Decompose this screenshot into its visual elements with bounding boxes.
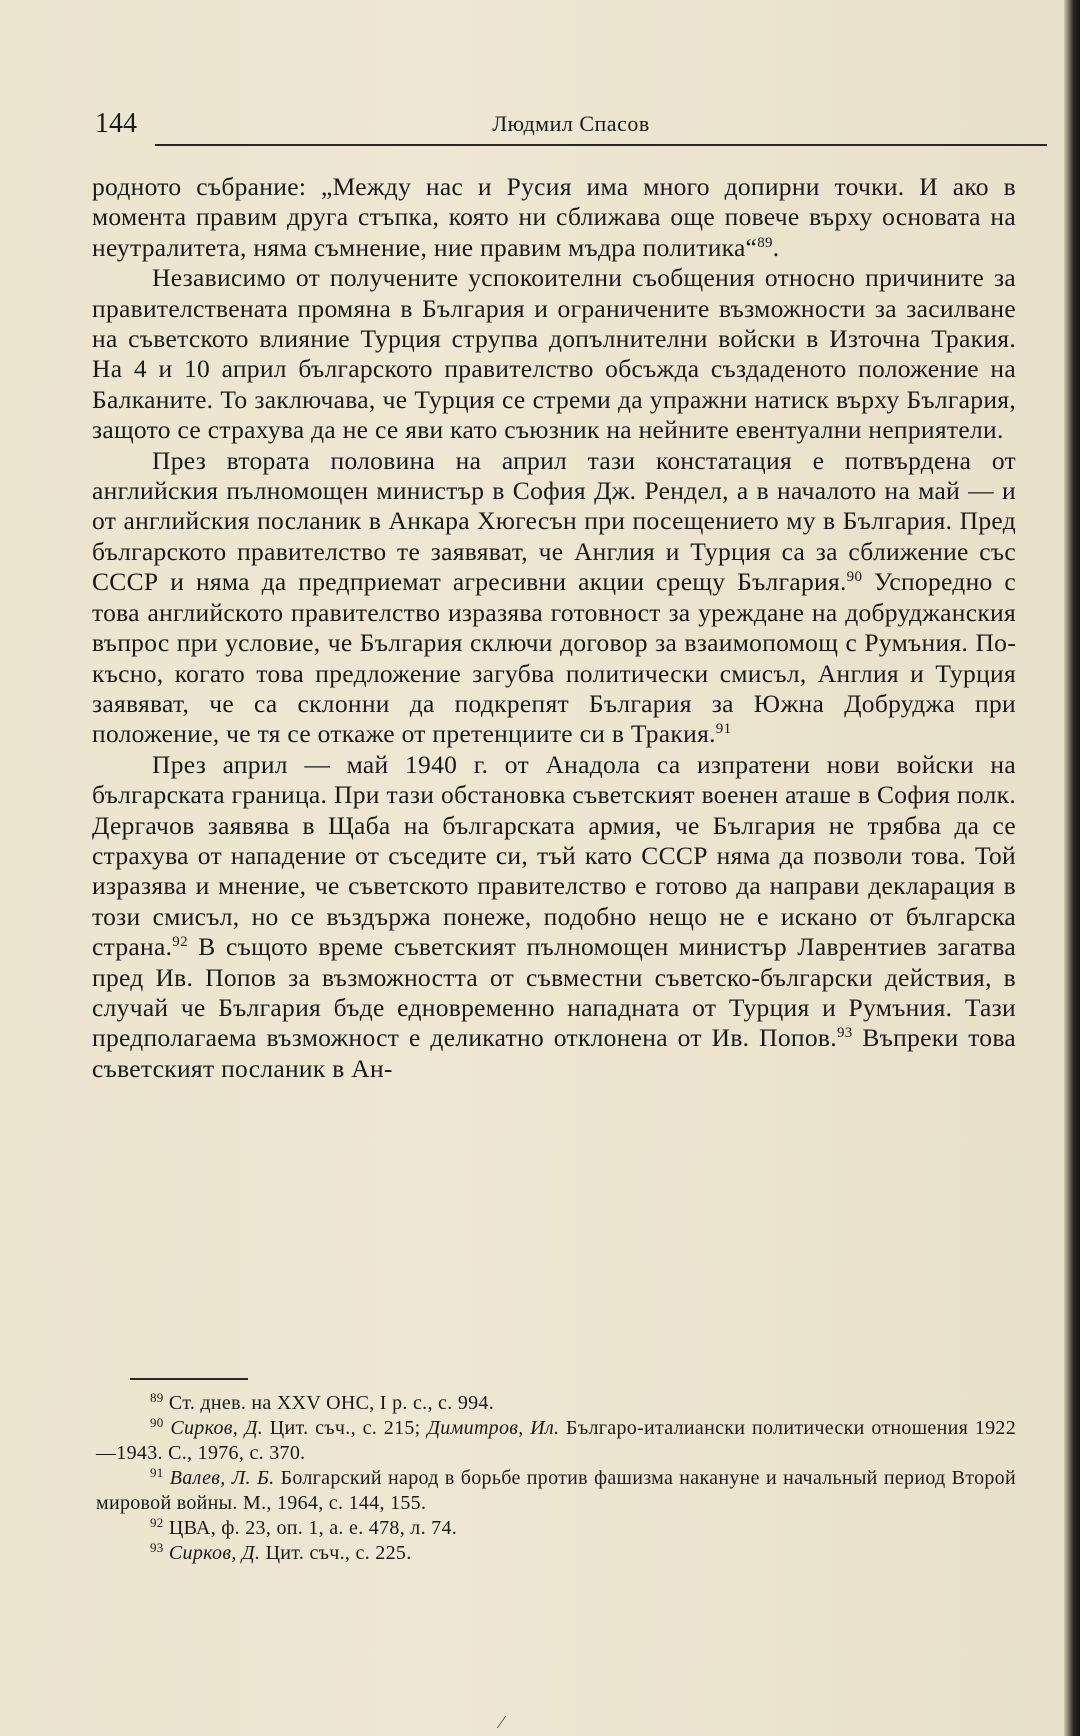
running-head: Людмил Спасов — [492, 111, 650, 136]
footnote: $^{92}$ ЦВА, ф. 23, оп. 1, а. е. 478, л. 74. — [150, 1515, 458, 1539]
footnote: $^{90}$ Сирков, Д. Цит. съч., с. 215; Димитров, Ил. Българо-италиански политически отношения 1922—1943. С., 1976, с. 370. — [96, 1415, 1016, 1464]
footnote: $^{89}$ Ст. днев. на XXV ОНС, I р. с., с. 994. — [150, 1390, 495, 1414]
footnote: $^{91}$ Валев, Л. Б. Болгарский народ в борьбе против фашизма накануне и начальный период Второй мировой войны. М., 1964, с. 144, 155. — [96, 1465, 1016, 1514]
paragraph: През втората половина на април тази констатация е потвърдена от английския пълномощен министър в София Дж. Рендел, а в началото на май — и от английския посланик в Анкара Хюгесън при посещението му в България. Пред българското правителство те заявяват, че Англия и Турция са за сближение със СССР и няма да предприемат агресивни акции срещу България.$^{90}$ Успоредно с това английското правителство изразява готовност за уреждане на добруджанския въпрос при условие, че България сключи договор за взаимопомощ с Румъния. По-късно, когато това предложение загубва политически смисъл, Англия и Турция заявяват, че са склонни да подкрепят България за Южна Добруджа при положение, че тя се откаже от претенциите си в Тракия.$^{91}$ — [92, 445, 1016, 749]
page-edge-shadow — [1064, 0, 1080, 1736]
paragraph: родното събрание: „Между нас и Русия има много допирни точки. И ако в момента правим друга стъпка, която ни сближава още повече върху основата на неутралитета, няма съмнение, ние правим мъдра политика“$^{89}$. — [92, 172, 1016, 262]
footnote-ref: 90 — [846, 569, 863, 586]
footnote-ref: 92 — [172, 934, 188, 951]
page-number: 144 — [95, 108, 137, 139]
header-rule — [155, 144, 1047, 146]
footnote: $^{93}$ Сирков, Д. Цит. съч., с. 225. — [150, 1540, 412, 1564]
footnote-ref: 89 — [757, 234, 773, 251]
footnotes — [96, 1391, 1016, 1566]
paragraph: Независимо от получените успокоителни съобщения относно причините за правителствената промяна в България и ограничените възможности за засилване на съветското влияние Турция струпва допълнителни войски в Източна Тракия. На 4 и 10 април българското правителство обсъжда създаденото положение на Балканите. То заключава, че Турция се стреми да упражни натиск върху България, защото се страхува да не се яви като съюзник на нейните евентуални неприятели. — [92, 263, 1016, 445]
margin-mark: ⁄ — [500, 1712, 504, 1732]
page-header — [95, 106, 1047, 146]
footnote-ref: 91 — [715, 721, 732, 738]
footnote-rule — [130, 1378, 248, 1380]
paragraph: През април — май 1940 г. от Анадола са изпратени нови войски на българската граница. При тази обстановка съветският военен аташе в София полк. Дергачов заявява в Щаба на българската армия, че България не трябва да се страхува от нападение от съседите си, тъй като СССР няма да позволи това. Той изразява и мнение, че съветското правителство е готово да направи декларация в този смисъл, но се въздържа понеже, подобно нещо не е искано от българска страна.$^{92}$ В същото време съветският пълномощен министър Лаврентиев загатва пред Ив. Попов за възможността от съвместни съветско-български действия, в случай че България бъде едновременно нападната от Турция и Румъния. Тази предполагаема възможност е деликатно отклонена от Ив. Попов.$^{93}$ Въпреки това съветският посланик в Ан- — [92, 749, 1016, 1083]
footnote-ref: 93 — [836, 1025, 853, 1042]
main-text — [92, 172, 1016, 1084]
